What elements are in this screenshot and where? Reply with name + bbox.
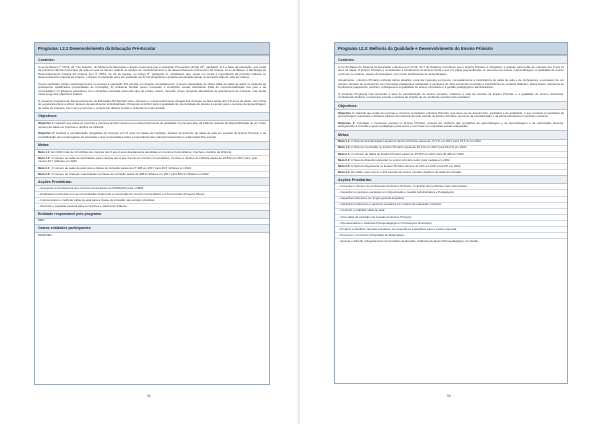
- goals-heading: Metas:: [335, 130, 567, 139]
- program-title: Programa I.2.3: Melhoria da Qualidade e Desenvolvimento do Ensino Primário: [335, 43, 567, 55]
- objective-item: Objectivo 1: Garantir que todas as meninas e meninos tenham acesso a um desenvolvimento de qualidade na primeira fase da infância, através da disponibilização de um maior número de salas em Creches e Jardins de Infância.: [38, 121, 267, 129]
- action-item: – Intervencionar e melhorar salas de aula para a classe de iniciação nas escolas primárias;: [35, 198, 269, 204]
- objectives-heading: Objectivos:: [35, 112, 269, 121]
- participating-entities: MASFAMU: [38, 232, 53, 237]
- action-item: – Produzir e distribuir manuais escolares, em especial os específicos para o ensino especial;: [335, 227, 567, 233]
- context-heading: Contexto:: [335, 55, 567, 64]
- objective-item: Objectivo 2: Combater o insucesso escolar no Ensino Primário, através da melhoria das condições de aprendizagem e de aprendizagem e da valorização docente, assegurando a inclusão e apoio pedagógico para todos e com base em respostas sociais adequadas.: [338, 120, 564, 129]
- action-item: – Capacitar os gestores escolares em Organização e Gestão Administrativa e Pedagógica;: [335, 190, 567, 196]
- action-item: – Construir e reabilitar salas de aula;: [335, 209, 567, 215]
- page-number: 95: [447, 394, 451, 398]
- actions-heading: Acções Prioritárias:: [35, 177, 269, 186]
- actions-heading: Acções Prioritárias:: [335, 175, 567, 184]
- action-item: – Aumentar o número de professores do Ensino Primário, no âmbito dos territórios mais carenciados;: [335, 184, 567, 190]
- action-item: – Estabelecer parcerias com as comunidades locais para a construção de Centros Comunitários em 5 províncias (Projecto-Piloto);: [35, 192, 269, 198]
- goals-heading: Metas:: [35, 141, 269, 150]
- goal-item: Meta 2.2: A Taxa de Abandono Escolar no ensino primário reduz para metade em 2022.: [335, 158, 567, 164]
- responsible-entity: MED: [38, 218, 45, 223]
- objectives-heading: Objectivos:: [335, 101, 567, 110]
- goal-item: Meta 2.3: A Taxa de Repetência no Ensino Primário diminui de 11% em 2017 para 5% em 2022.: [335, 164, 567, 170]
- context-heading: Contexto:: [35, 55, 269, 64]
- goal-item: Meta 1.2: O número de salas de actividades para crianças dos 0 aos 4 anos em Centros Comunitários, Creches e Jardins de Infância passa de 19 833 em 2017 para, pelo menos 26,7 milhares em 2022.: [35, 156, 269, 166]
- action-item: – Capacitar professores e gestores escolares em matéria de educação inclusiva;: [335, 203, 567, 209]
- action-item: – Promover o Concurso Olimpíadas de Matemática;: [335, 233, 567, 239]
- action-item: – Recrutar e capacitar pessoal para os Creches e Jardins de Infância.: [38, 204, 128, 209]
- goal-item: Meta 1.1: Em 2022 mais de 13 milhões de crianças dos 0 aos 4 anos devidamente atendidas em Centros Comunitários, Creches e Jardins de Infância.: [35, 150, 269, 156]
- context-paragraph: A Lei de Bases do Sistema de Educação e Ensino (Lei 17/16, de 7 de Outubro) reconhece que o Ensino Primário é obrigatório e gratuito para todas as crianças dos 6 aos 11 anos de idade. O Ensino Primário é considerado o fundamento do Ensino Geral e tem um papel preponderante no processo de ensino e aprendizagem. A qualidade do ensino continua, no entanto, aquém do desejável, com níveis insuficientes de aprendizagem.: [338, 64, 564, 76]
- participating-entities-heading: Outras entidades participantes: [35, 224, 269, 233]
- page-number: 94: [147, 394, 151, 398]
- context-paragraph: Temos verificado várias constrangimentos no acesso à educação Pré-escolar em Angola nomeadamente: i) pouca capacidade de oferta (falta de salas de aula); ii) carência de professores qualificados (necessidade de formação); iii) ambiente familiar pouco motivador e condições sociais deficitárias (falta de consciencialização dos pais e da comunidade); iv) Espaços educativos com condições precárias para este tipo de ensino. Assim, deverão, forem surgindo alternativas de atendimento às crianças, mas ainda muito longe dos objectivos fixados.: [38, 81, 266, 97]
- action-item: – Aprovar e difundir o Regulamento do Conselho de Escolas, Gabinete de Apoio Psicopedagógico, Comissão: [338, 238, 479, 243]
- action-item: – Assegurar a transferência dos Centros Comunitários do MASFAMU para o MED;: [35, 186, 269, 192]
- action-item: – Capacitar intérpretes em língua gestual angolana;: [335, 197, 567, 203]
- context-paragraph: Actualmente, o Ensino Primário enfrenta vários desafios, para dar resposta à procura, nomeadamente a insuficiência de salas de aula e de professores, a escassez de um número elevado de professores sem formação pedagógica adequada, a escassez de infra-estruturas precárias e insuficiência de material didáctico. Estes fazem referência ao insuficiente pagamento, também, enfraquecem a qualidade do ensino ministrado e a gestão pedagógica e administrativa.: [338, 78, 564, 90]
- goal-item: Meta 2.1: O número de salas de aula para a classe de iniciação passa de 27 438 em 2017 para 40,5 milhares em 2022.: [35, 166, 269, 172]
- action-item: – Operacionalizar o Gabinete Psicopedagógico e Professores Itinerantes;: [335, 221, 567, 227]
- context-paragraph: O presente programa de Desenvolvimento da Educação Pré-Escolar visa o fomento e o desenvolvimento integral das crianças na faixa etária dos 0-5 anos de idade, num clima de segurança plena e eficaz, através de atendimento individualizado. Pretende contribuir para a igualdade de oportunidade de acesso à escola, para o sucesso da aprendizagem de todas as crianças, bem como promover e compensar défices sociais e culturais do meio familiar.: [38, 98, 266, 110]
- goal-item: Meta 2.2: O número de crianças matriculadas na classe de iniciação passa de 668,8 milhares em 2017 para 803,3 milhares em 2022.: [38, 171, 210, 176]
- responsible-entity-heading: Entidade responsável pelo programa: [35, 210, 269, 219]
- right-page: [300, 0, 600, 424]
- objective-item: Objectivo 2: Garantir a escolarização obrigatória de crianças com 5 anos na classe de iniciação, através do aumento de salas de aula em escolas do Ensino Primário e da sensibilização dos encarregados de educação e das comunidades sobre a importância das crianças frequentarem a Educação Pré-escolar.: [38, 131, 266, 139]
- action-item: – Criar salas de inclusão nas escolas do Ensino Primário;: [335, 215, 567, 221]
- goal-item: Meta 1.2: A Taxa de Conclusão no Ensino Primário passa de 56,3 % em 2017 para 60,3 % em 2022.: [335, 146, 567, 152]
- goal-item: Meta 1.1: A Taxa de Escolarização Líquida do Ensino Primário passa de 74,3 % em 2017 para 76,6 % em 2022.: [335, 140, 567, 146]
- program-box-left: [34, 42, 270, 385]
- objective-item: Objectivo 1: Garantir que todas as meninas e meninos completem o Ensino Primário, que deve ser de acesso livre, equitativo e de qualidade, e que conduza a resultados de aprendizagem relevantes e eficazes através da melhoria da rede escolar do Ensino Primário, aumento da escolarização e da oferta educativa em território nacional.: [338, 110, 564, 119]
- program-box-right: [334, 42, 568, 384]
- goal-item: Meta 2.1: O número de Salas do Ensino Primário passa de 35 663 em 2017 para 40 466 em 2022.: [335, 152, 567, 158]
- context-paragraph: A Lei de Bases nº 17/16, de 7 de Outubro, do Sistema de Educação e Ensino determina que a educação Pré-escolar (Artigo 23º, parágrafo 1) é a base da educação, que cuida da primeira infância numa fase da vida em que se devem realizar as acções de condicionamento e de desenvolvimento psicomotor da criança. A Lei de Bases, a Estratégia de Desenvolvimento Integral da Criança (Lei nº 25/12, de 22 de Agosto, no Artigo 6º, parágrafo 1), estabelece que, tendo em conta a importância da primeira infância no desenvolvimento integral da criança, o acesso à educação deve ser garantido de forma obrigatória e gratuita pelo Estado desde os primeiros dias de vida da criança.: [38, 64, 266, 80]
- context-paragraph: O presente Programa visa aumentar a taxa de escolarização do ensino primário, melhorar a rede de escolas de Ensino Primário e a qualidade do ensino ministrado, combatendo também o insucesso escolar e através de criação de um ambiente escolar mais equitativo.: [338, 91, 564, 100]
- goal-item: Meta 2.4: Em 2022, pelo menos 1,316 escolas do ensino primário dispõem de salas de inclusão.: [338, 169, 463, 174]
- program-title: Programa: I.2.2 Desenvolvimento da Educação Pré-Escolar: [35, 43, 269, 55]
